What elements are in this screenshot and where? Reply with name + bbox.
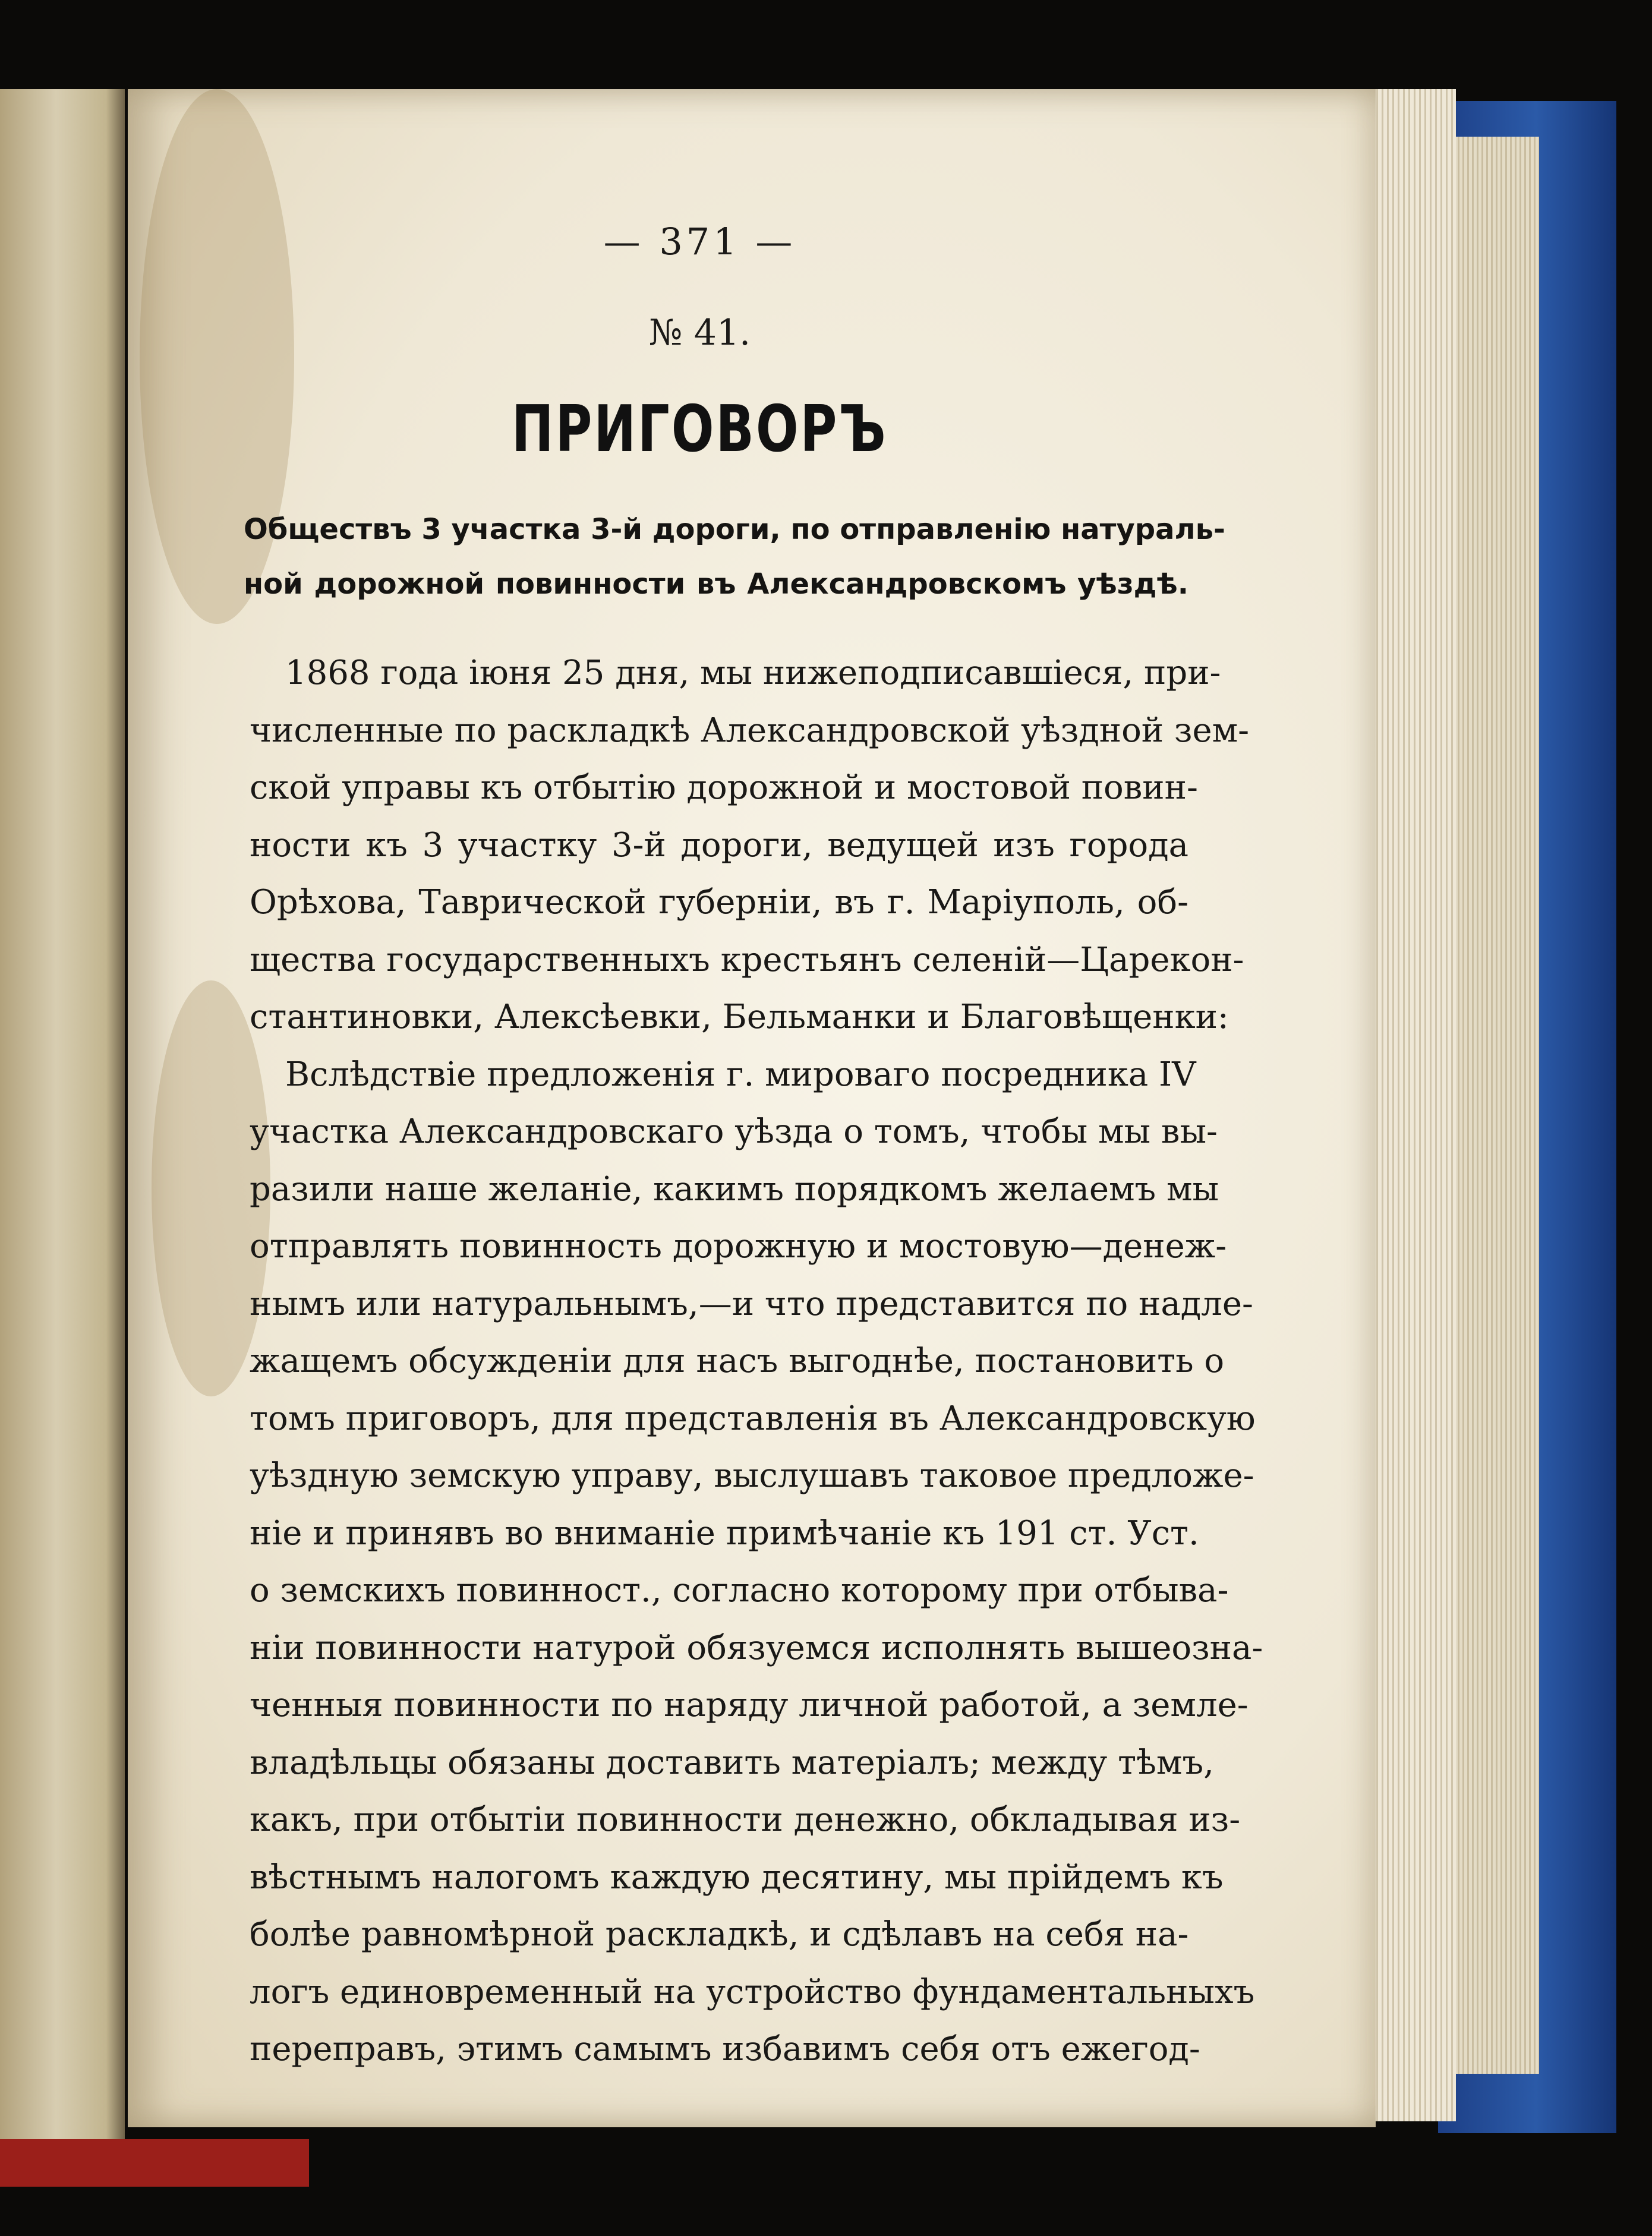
text-line: отправлять повинность дорожную и мостовую—денеж- <box>250 1227 1227 1266</box>
text-line: ніе и принявъ во вниманіе примѣчаніе къ 191 ст. Уст. <box>250 1513 1199 1553</box>
text-line: ніи повинности натурой обязуемся исполнять вышеозна- <box>250 1628 1263 1667</box>
text-line: вѣстнымъ налогомъ каждую десятину, мы прійдемъ къ <box>250 1857 1224 1897</box>
bookmark-ribbon <box>0 2139 309 2187</box>
document-number: № 41. <box>648 312 751 354</box>
text-line: Вслѣдствіе предложенія г. мироваго посредника IV <box>285 1055 1196 1094</box>
text-line: какъ, при отбытіи повинности денежно, обкладывая из- <box>250 1800 1241 1839</box>
text-line: жащемъ обсужденіи для насъ выгоднѣе, постановить о <box>250 1342 1225 1380</box>
text-line: переправъ, этимъ самымъ избавимъ себя отъ ежегод- <box>250 2030 1200 2068</box>
text-line: ности къ 3 участку 3-й дороги, ведущей изъ города <box>250 825 1188 865</box>
left-page-edge <box>0 89 125 2163</box>
subtitle-line: ной дорожной повинности въ Александровскомъ уѣздѣ. <box>244 567 1188 601</box>
text-line: томъ приговоръ, для представленія въ Александровскую <box>250 1399 1256 1438</box>
text-line: ченныя повинности по наряду личной работой, а земле- <box>250 1686 1249 1724</box>
text-line: участка Александровскаго уѣзда о томъ, чтобы мы вы- <box>250 1112 1218 1151</box>
text-line: щества государственныхъ крестьянъ селеній—Царекон- <box>250 940 1244 979</box>
text-line: владѣльцы обязаны доставить матеріалъ; между тѣмъ, <box>250 1743 1214 1782</box>
page-stack-edge <box>1373 89 1456 2121</box>
text-line: ской управы къ отбытію дорожной и мостовой повин- <box>250 768 1198 807</box>
text-line: нымъ или натуральнымъ,—и что представится по надле- <box>250 1284 1253 1323</box>
document-title: ПРИГОВОРЪ <box>511 392 888 466</box>
text-line: болѣе равномѣрной раскладкѣ, и сдѣлавъ на себя на- <box>250 1915 1189 1954</box>
document-subtitle <box>244 502 1225 611</box>
cover-page-edges <box>1450 137 1539 2074</box>
text-line: численные по раскладкѣ Александровской уѣздной зем- <box>250 711 1250 750</box>
body-text <box>250 645 1263 2079</box>
page-number: — 371 — <box>603 220 796 263</box>
text-line: логъ единовременный на устройство фундаментальныхъ <box>250 1972 1255 2011</box>
text-line: разили наше желаніе, какимъ порядкомъ желаемъ мы <box>250 1169 1219 1209</box>
text-line: стантиновки, Алексѣевки, Бельманки и Благовѣщенки: <box>250 998 1229 1036</box>
text-line: 1868 года іюня 25 дня, мы нижеподписавшіеся, при- <box>285 654 1221 692</box>
text-line: о земскихъ повинност., согласно которому при отбыва- <box>250 1571 1229 1610</box>
text-line: уѣздную земскую управу, выслушавъ таковое предложе- <box>250 1456 1254 1495</box>
text-line: Орѣхова, Таврической губерніи, въ г. Маріуполь, об- <box>250 883 1188 922</box>
subtitle-line: Обществъ 3 участка 3-й дороги, по отправленію натураль- <box>244 513 1225 546</box>
